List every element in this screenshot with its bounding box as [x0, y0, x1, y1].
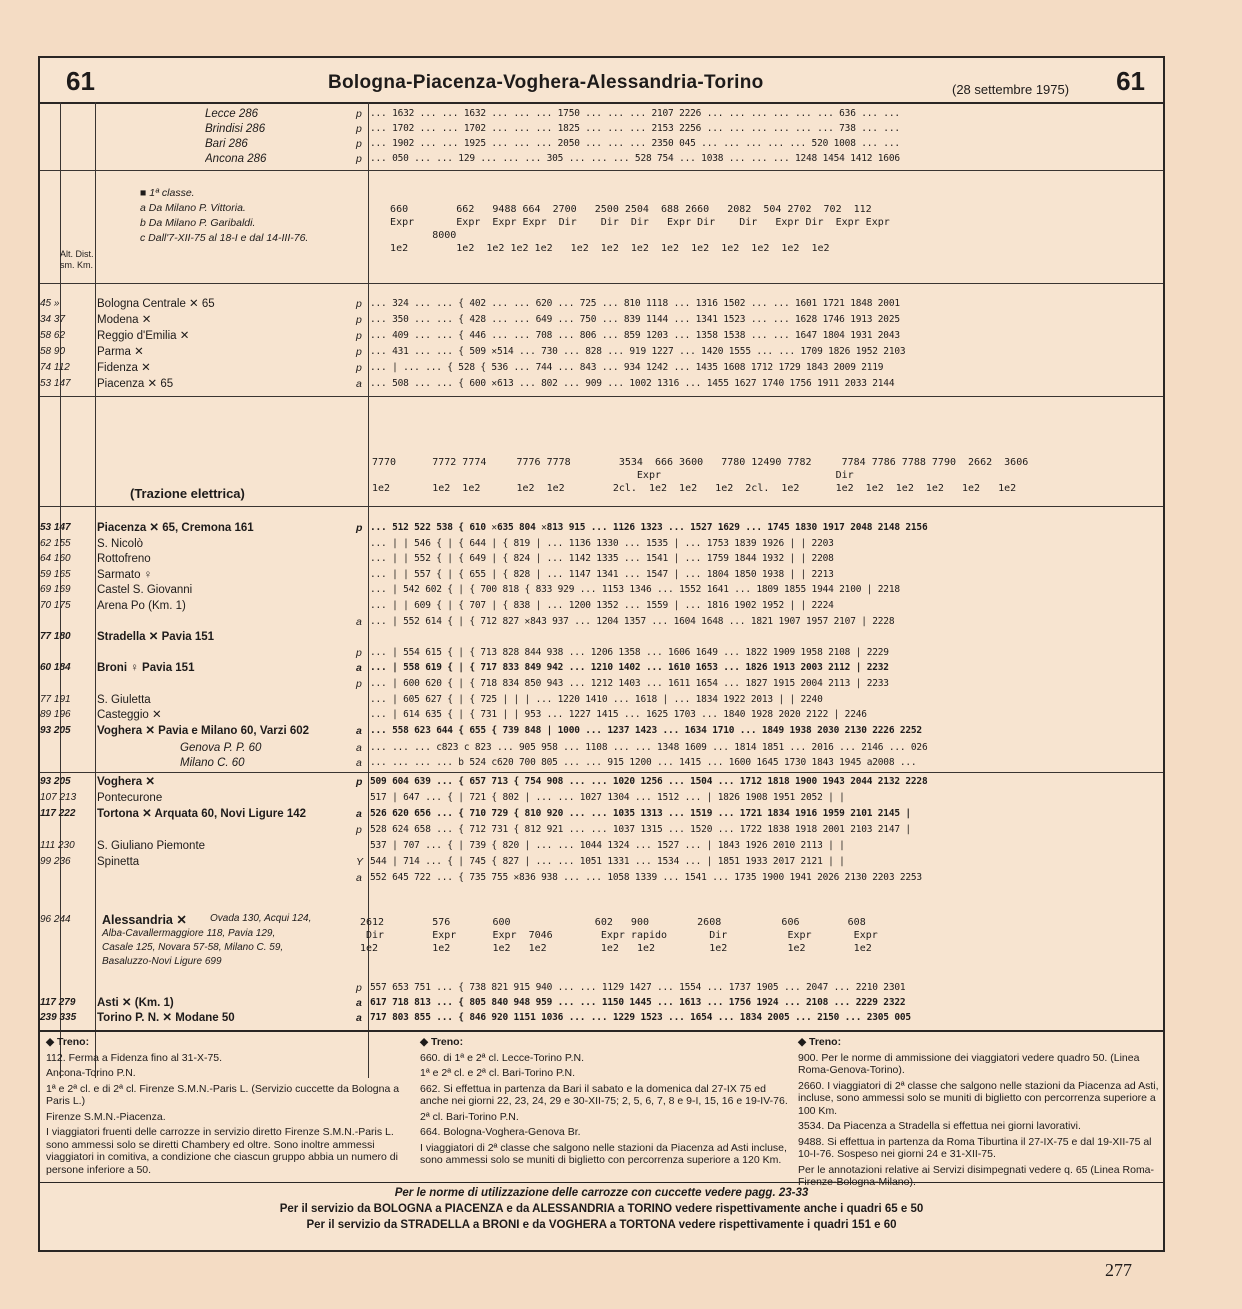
section-piacenza-voghera: [40, 520, 1163, 740]
timetable-row: [40, 598, 1163, 614]
alt-km: 77 180: [40, 631, 71, 643]
departure-times: ... 1632 ... ... 1632 ... ... ... 1750 ... ... ... 2107 2226 ... ... ... ... ... ... 636 ... ...: [370, 108, 900, 119]
alt-km: 69 169: [40, 584, 71, 596]
departure-times: 537 | 707 ... { | 739 { 820 | ... ... 1044 1324 ... 1527 ... | 1843 1926 2010 2113 | |: [370, 840, 845, 851]
timetable-row: [40, 344, 1163, 360]
station-name: Casteggio ✕: [97, 709, 162, 722]
train-header-3: 2612 576 600 602 900 2608 606 608 Dir Expr Expr 7046 Expr rapido Dir Expr Expr 1e2 1e2 1e2 1e2 1e2 1e2 1e2 1e2 1e2: [360, 917, 878, 954]
arr-dep-marker: a: [356, 662, 362, 675]
timetable-row: [40, 660, 1163, 676]
departure-times: ... 350 ... ... { 428 ... ... 649 ... 750 ... 839 1144 ... 1341 1523 ... ... 1628 1746 1913 2025: [370, 314, 900, 325]
departure-times: 617 718 813 ... { 805 840 948 959 ... ... 1150 1445 ... 1613 ... 1756 1924 ... 2108 ... 2229 2322: [370, 997, 906, 1008]
timetable-row: [40, 1010, 1163, 1026]
train-notes: [40, 1030, 1163, 1188]
station-name: Bari 286: [205, 138, 248, 150]
station-name: Rottofreno: [97, 553, 151, 566]
divider: [40, 772, 1163, 773]
arr-dep-marker: p: [356, 678, 362, 690]
departure-times: ... 431 ... ... { 509 ✕514 ... 730 ... 828 ... 919 1227 ... 1420 1555 ... ... 1709 1826 1952 2103: [370, 346, 906, 357]
departure-times: ... | 605 627 { | { 725 | | | ... 1220 1410 ... 1618 | ... 1834 1922 2013 | | 2240: [370, 693, 823, 705]
divider: [40, 506, 1163, 507]
alt-km: 58 90: [40, 346, 66, 357]
timetable-row: [40, 995, 1163, 1011]
timetable-row: [40, 520, 1163, 536]
alt-km: 45 »: [40, 298, 60, 309]
alessandria-station: Alessandria ✕: [102, 913, 187, 927]
arr-dep-marker: a: [356, 757, 362, 769]
arr-dep-marker: p: [356, 314, 362, 326]
connections-block: [40, 740, 1163, 774]
station-name: Broni ♀ Pavia 151: [97, 662, 195, 675]
arr-dep-marker: p: [356, 138, 362, 150]
arr-dep-marker: a: [356, 997, 362, 1009]
footer: [40, 1182, 1163, 1233]
departure-times: 717 803 855 ... { 846 920 1151 1036 ... ... 1229 1523 ... 1654 ... 1834 2005 ... 2150 ... 2305 005: [370, 1012, 911, 1023]
alt-km: 64 160: [40, 553, 71, 565]
legend: [140, 186, 308, 246]
alt-km: 60 184: [40, 662, 71, 674]
train-header-1: 660 662 9488 664 2700 2500 2504 688 2660 2082 504 2702 702 112 Expr Expr Expr Expr Dir Dir Dir Expr Dir Dir Expr Dir Expr Expr 8000 1e2 1e2 1e2 1e2 1e2 1e2 1e2 1e2 1e2 1e2 1e2 1e2 1e2 1e2: [390, 204, 890, 254]
station-name: Parma ✕: [97, 346, 144, 358]
timetable-row: [40, 136, 1163, 152]
timetable-row: [40, 582, 1163, 598]
section-alessandria-torino: [40, 980, 1163, 1030]
divider: [40, 170, 1163, 171]
alt-km: 89 196: [40, 709, 71, 721]
departure-times: 544 | 714 ... { | 745 { 827 | ... ... 1051 1331 ... 1534 ... | 1851 1933 2017 2121 | |: [370, 856, 845, 867]
arr-dep-marker: Y: [356, 856, 364, 868]
station-name: Brindisi 286: [205, 123, 266, 135]
timetable-row: [40, 790, 1163, 806]
station-name: Bologna Centrale ✕ 65: [97, 298, 215, 310]
departure-times: ... | 558 619 { | { 717 833 849 942 ... 1210 1402 ... 1610 1653 ... 1826 1913 2003 2112 | 2232: [370, 662, 889, 674]
station-name: Piacenza ✕ 65: [97, 378, 174, 390]
departure-times: ... 409 ... ... { 446 ... ... 708 ... 806 ... 859 1203 ... 1358 1538 ... ... 1647 1804 1931 2043: [370, 330, 900, 341]
notes-col-2: ◆ Treno: 660. di 1ª e 2ª cl. Lecce-Torino P.N. 1ª e 2ª cl. e 2ª cl. Bari-Torino P.N. 662. Si effettua in partenza da Bari il sabato e la domenica dal 27-IX 75 ed anche nei giorni 22, 23, 24, 29 e 30-XII-75; 2, 5, 6, 7, 8 e 9-I, 15, 16 e 19-IV-76. 2ª cl. Bari-Torino P.N. 664. Bologna-Voghera-Genova Br. I viaggiatori di 2ª classe che salgono nelle stazioni da Piacenza ad Asti incluse, sono ammessi solo se muniti di biglietto con percorrenza superiore a 120 Km.: [420, 1036, 788, 1166]
timetable-page: [38, 56, 1165, 1252]
departure-times: 526 620 656 ... { 710 729 { 810 920 ... ... 1035 1313 ... 1519 ... 1721 1834 1916 1959 2101 2145 |: [370, 808, 911, 819]
departure-times: ... 558 623 644 { 655 { 739 848 | 1000 ... 1237 1423 ... 1634 1710 ... 1849 1938 2030 2130 2226 2252: [370, 724, 922, 736]
station-name: Piacenza ✕ 65, Cremona 161: [97, 522, 254, 534]
alt-km: 58 62: [40, 330, 66, 341]
station-name: S. Giuliano Piemonte: [97, 840, 206, 852]
table-number-left: 61: [66, 66, 95, 96]
alt-km: 34 37: [40, 314, 66, 325]
station-name: Genova P. P. 60: [180, 742, 262, 754]
alt-km: 70 175: [40, 600, 71, 611]
arr-dep-marker: a: [356, 742, 362, 754]
timetable-row: [40, 707, 1163, 723]
timetable-row: [40, 296, 1163, 312]
origin-block: [40, 106, 1163, 168]
station-name: Lecce 286: [205, 108, 259, 120]
alt-km: 59 165: [40, 568, 71, 580]
divider: [40, 283, 1163, 284]
station-name: Tortona ✕ Arquata 60, Novi Ligure 142: [97, 808, 307, 820]
timetable-row: [40, 645, 1163, 661]
timetable-row: [40, 723, 1163, 739]
arr-dep-marker: a: [356, 872, 362, 884]
timetable-row: [40, 536, 1163, 552]
departure-times: ... 050 ... ... 129 ... ... ... 305 ... ... ... 528 754 ... 1038 ... ... ... 1248 1454 1412 1606: [370, 153, 900, 164]
station-name: Modena ✕: [97, 314, 152, 326]
station-name: Reggio d'Emilia ✕: [97, 330, 190, 342]
departure-times: ... ... ... c823 c 823 ... 905 958 ... 1108 ... ... 1348 1609 ... 1814 1851 ... 2016 ... 2146 ... 026: [370, 742, 928, 753]
departure-times: ... | | 546 { | { 644 | { 819 | ... 1136 1330 ... 1535 | ... 1753 1839 1926 | | 2203: [370, 537, 834, 549]
timetable-row: [40, 980, 1163, 996]
footer-line: Per il servizio da STRADELLA a BRONI e da VOGHERA a TORTONA vedere rispettivamente i quadri 151 e 60: [306, 1219, 897, 1231]
table-number-right: 61: [1116, 66, 1145, 96]
alt-km: 239 335: [40, 1012, 77, 1023]
arr-dep-marker: p: [356, 346, 362, 358]
station-name: Fidenza ✕: [97, 362, 151, 374]
timetable-row: [40, 676, 1163, 692]
timetable-row: [40, 360, 1163, 376]
alt-km: 99 236: [40, 856, 71, 867]
timetable-row: [40, 614, 1163, 630]
arr-dep-marker: p: [356, 362, 362, 374]
alt-km: 74 112: [40, 362, 70, 373]
departure-times: ... | 600 620 { | { 718 834 850 943 ... 1212 1403 ... 1611 1654 ... 1827 1915 2004 2113 | 2233: [370, 678, 889, 689]
divider: [40, 396, 1163, 397]
arr-dep-marker: a: [356, 378, 362, 390]
notes-col-3: ◆ Treno: 900. Per le norme di ammissione dei viaggiatori vedere quadro 50. (Linea Roma-Genova-Torino). 2660. I viaggiatori di 2ª classe che salgono nelle stazioni da Piacenza ad Asti, incluse, sono ammessi solo se muniti di biglietto con percorrenza superiore a 100 Km. 3534. Da Piacenza a Stradella si effettua nei giorni lavorativi. 9488. Si effettua in partenza da Roma Tiburtina il 27-IX-75 e dal 19-XII-75 al 10-I-76. Sospeso nei giorni 24 e 31-XII-75. Per le annotazioni relative ai Servizi disimpegnati vedere q. 65 (Linea Roma-Firenze-Bologna-Milano).: [798, 1036, 1159, 1188]
alt-km: 93 205: [40, 724, 71, 736]
arr-dep-marker: p: [356, 123, 362, 135]
departure-times: 509 604 639 ... { 657 713 { 754 908 ... ... 1020 1256 ... 1504 ... 1712 1818 1900 1943 2044 2132 2228: [370, 776, 928, 787]
timetable-row: [40, 106, 1163, 122]
alt-km: 117 279: [40, 997, 76, 1008]
departure-times: ... 1902 ... ... 1925 ... ... ... 2050 ... ... ... 2350 045 ... ... ... ... ... 520 1008 ... ...: [370, 138, 900, 149]
arr-dep-marker: p: [356, 330, 362, 342]
timetable-row: [40, 328, 1163, 344]
timetable-row: [40, 740, 1163, 756]
departure-times: ... 508 ... ... { 600 ✕613 ... 802 ... 909 ... 1002 1316 ... 1455 1627 1740 1756 1911 2033 2144: [370, 378, 895, 389]
timetable-row: [40, 806, 1163, 822]
footer-line: Per le norme di utilizzazione delle carrozze con cuccette vedere pagg. 23-33: [394, 1187, 809, 1199]
section-bologna-piacenza: [40, 296, 1163, 396]
timetable-row: [40, 629, 1163, 645]
notes-col-1: ◆ Treno: 112. Ferma a Fidenza fino al 31-X-75. Ancona-Torino P.N. 1ª e 2ª cl. e di 2ª cl. Firenze S.M.N.-Paris L. (Servizio cuccette da Bologna a Paris L.) Firenze S.M.N.-Piacenza. I viaggiatori fruenti delle carrozze in servizio diretto Firenze S.M.N.-Paris L. sono ammessi solo se diretti Chambery ed oltre. Sono inoltre ammessi viaggiatori in comitiva, a condizione che ciascun gruppo abbia un numero di persone inferiore a 50.: [46, 1036, 400, 1176]
route-title: Bologna-Piacenza-Voghera-Alessandria-Torino: [328, 72, 764, 93]
arr-dep-marker: p: [356, 776, 363, 788]
legend-item: c Dall'7-XII-75 al 18-I e dal 14-III-76.: [140, 232, 309, 244]
station-name: Voghera ✕: [97, 776, 155, 788]
alt-dist-header: Alt. Dist. sm. Km.: [60, 249, 94, 270]
station-name: Castel S. Giovanni: [97, 584, 193, 597]
departure-times: 552 645 722 ... { 735 755 ✕836 938 ... ... 1058 1339 ... 1541 ... 1735 1900 1941 2026 2130 2203 2253: [370, 872, 922, 883]
alt-km: 117 222: [40, 808, 76, 819]
station-name: S. Giuletta: [97, 693, 151, 706]
departure-times: ... 1702 ... ... 1702 ... ... ... 1825 ... ... ... 2153 2256 ... ... ... ... ... ... 738 ... ...: [370, 123, 900, 134]
alt-km: 53 147: [40, 378, 71, 389]
timetable-row: [40, 312, 1163, 328]
legend-item: a Da Milano P. Vittoria.: [140, 202, 246, 214]
station-name: Spinetta: [97, 856, 140, 868]
station-name: Asti ✕ (Km. 1): [97, 997, 174, 1009]
arr-dep-marker: a: [356, 724, 362, 737]
train-header-2: 7770 7772 7774 7776 7778 3534 666 3600 7780 12490 7782 7784 7786 7788 7790 2662 3606 Expr Dir 1e2 1e2 1e2 1e2 1e2 2cl. 1e2 1e2 1e2 2cl. 1e2 1e2 1e2 1e2 1e2 1e2 1e2: [372, 457, 1029, 494]
arr-dep-marker: p: [356, 646, 362, 659]
station-name: Sarmato ♀: [97, 568, 153, 581]
departure-times: 528 624 658 ... { 712 731 { 812 921 ... ... 1037 1315 ... 1520 ... 1722 1838 1918 2001 2103 2147 |: [370, 824, 911, 835]
arr-dep-marker: a: [356, 808, 362, 820]
station-name: Torino P. N. ✕ Modane 50: [97, 1012, 235, 1024]
departure-times: ... 512 522 538 { 610 ✕635 804 ✕813 915 ... 1126 1323 ... 1527 1629 ... 1745 1830 1917 2048 2148 2156: [370, 522, 928, 533]
alessandria-block: 96 244 Alessandria ✕ Ovada 130, Acqui 124, Alba-Cavallermaggiore 118, Pavia 129, Casale 125, Novara 57-58, Milano C. 59, Basaluzzo-Novi Ligure 699 2612 576 600 602 900 2608 606 608 Dir Expr Expr 7046 Expr rapido Dir Expr Expr 1e2 1e2 1e2 1e2 1e2 1e2 1e2 1e2 1e2: [40, 913, 878, 967]
arr-dep-marker: p: [356, 824, 362, 836]
departure-times: 557 653 751 ... { 738 821 915 940 ... ... 1129 1427 ... 1554 ... 1737 1905 ... 2047 ... 2210 2301: [370, 982, 906, 993]
alt-km: 77 191: [40, 693, 71, 705]
timetable-row: [40, 567, 1163, 583]
timetable-row: [40, 854, 1163, 870]
departure-times: ... 324 ... ... { 402 ... ... 620 ... 725 ... 810 1118 ... 1316 1502 ... ... 1601 1721 1848 2001: [370, 298, 900, 309]
arr-dep-marker: p: [356, 108, 362, 120]
edition-date: (28 settembre 1975): [952, 82, 1070, 97]
departure-times: ... | 552 614 { | { 712 827 ✕843 937 ... 1204 1357 ... 1604 1648 ... 1821 1907 1957 2107 | 2228: [370, 615, 895, 627]
timetable-row: [40, 755, 1163, 771]
timetable-header: [40, 58, 1163, 104]
station-name: Voghera ✕ Pavia e Milano 60, Varzi 602: [97, 724, 310, 737]
alt-km: 53 147: [40, 522, 71, 533]
departure-times: ... ... ... ... b 524 c620 700 805 ... ... 915 1200 ... 1415 ... 1600 1645 1730 1843 1945 a2008 ...: [370, 757, 917, 768]
timetable-row: [40, 774, 1163, 790]
departure-times: ... | 554 615 { | { 713 828 844 938 ... 1206 1358 ... 1606 1649 ... 1822 1909 1958 2108 | 2229: [370, 646, 889, 658]
departure-times: ... | | 557 { | { 655 | { 828 | ... 1147 1341 ... 1547 | ... 1804 1850 1938 | | 2213: [370, 568, 834, 580]
station-name: Stradella ✕ Pavia 151: [97, 631, 215, 644]
legend-item: b Da Milano P. Garibaldi.: [140, 217, 256, 229]
arr-dep-marker: a: [356, 615, 362, 628]
departure-times: ... | 614 635 { | { 731 | | 953 ... 1227 1415 ... 1625 1703 ... 1840 1928 2020 2122 | 2246: [370, 709, 867, 721]
alt-km: 62 155: [40, 537, 71, 549]
arr-dep-marker: p: [356, 153, 362, 165]
timetable-row: [40, 151, 1163, 167]
station-name: Arena Po (Km. 1): [97, 600, 186, 612]
timetable-row: [40, 870, 1163, 886]
timetable-row: [40, 838, 1163, 854]
arr-dep-marker: p: [356, 298, 362, 310]
timetable-row: [40, 822, 1163, 838]
arr-dep-marker: p: [356, 982, 362, 994]
alt-km: 107 213: [40, 792, 77, 803]
legend-item: ■ 1ª classe.: [140, 187, 195, 199]
departure-times: ... | | 552 { | { 649 | { 824 | ... 1142 1335 ... 1541 | ... 1759 1844 1932 | | 2208: [370, 553, 834, 565]
station-name: Pontecurone: [97, 792, 163, 804]
alt-km: 93 205: [40, 776, 71, 787]
station-name: Ancona 286: [205, 153, 267, 165]
departure-times: ... | 542 602 { | { 700 818 { 833 929 ... 1153 1346 ... 1552 1641 ... 1809 1855 1944 2100 | 2218: [370, 584, 900, 596]
timetable-row: [40, 376, 1163, 392]
footer-line: Per il servizio da BOLOGNA a PIACENZA e da ALESSANDRIA a TORINO vedere rispettivamente anche i quadri 65 e 50: [279, 1203, 924, 1215]
traction-note: (Trazione elettrica): [130, 486, 245, 501]
section-voghera-alessandria: [40, 774, 1163, 889]
timetable-row: [40, 692, 1163, 708]
departure-times: ... | | 609 { | { 707 | { 838 | ... 1200 1352 ... 1559 | ... 1816 1902 1952 | | 2224: [370, 600, 834, 611]
page-number: 277: [1105, 1260, 1132, 1280]
departure-times: ... | ... ... { 528 { 536 ... 744 ... 843 ... 934 1242 ... 1435 1608 1712 1729 1843 2009 2119: [370, 362, 884, 373]
station-name: Milano C. 60: [180, 757, 245, 769]
timetable-row: [40, 551, 1163, 567]
arr-dep-marker: p: [356, 522, 363, 534]
alt-km: 111 230: [40, 840, 75, 851]
station-name: S. Nicolò: [97, 537, 144, 550]
departure-times: 517 | 647 ... { | 721 { 802 | ... ... 1027 1304 ... 1512 ... | 1826 1908 1951 2052 | |: [370, 792, 845, 803]
arr-dep-marker: a: [356, 1012, 362, 1024]
timetable-row: [40, 121, 1163, 137]
